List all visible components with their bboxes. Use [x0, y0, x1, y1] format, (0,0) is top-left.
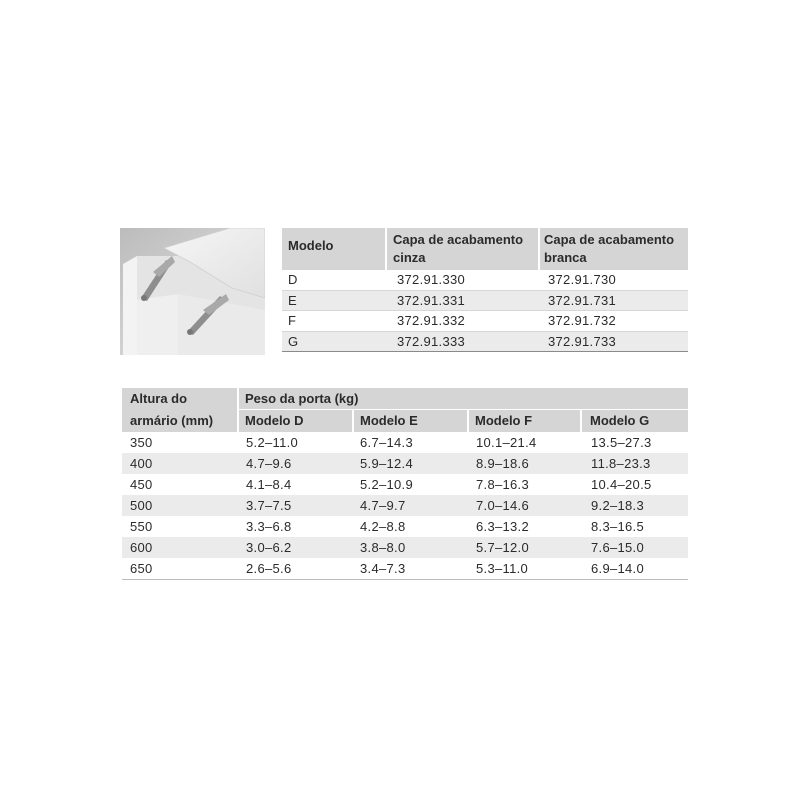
cell-modelo-d: 5.2–11.0 — [246, 435, 299, 450]
table-row — [122, 495, 688, 516]
cell-modelo-g: 8.3–16.5 — [591, 519, 645, 534]
cell-modelo-d: 3.7–7.5 — [246, 498, 292, 513]
table-row — [122, 474, 688, 495]
cell-capa-cinza: 372.91.333 — [397, 333, 466, 349]
header-modelo-g: Modelo G — [580, 410, 688, 432]
cell-modelo-f: 5.3–11.0 — [476, 561, 529, 576]
cell-altura: 550 — [130, 519, 153, 534]
cell-altura: 600 — [130, 540, 153, 555]
cell-altura: 350 — [130, 435, 153, 450]
cell-modelo-e: 3.4–7.3 — [360, 561, 406, 576]
cell-modelo-f: 5.7–12.0 — [476, 540, 530, 555]
cell-modelo-g: 9.2–18.3 — [591, 498, 645, 513]
weight-table-body — [122, 432, 688, 580]
cell-modelo: E — [288, 292, 297, 308]
table-row — [282, 291, 688, 312]
header-peso-porta: Peso da porta (kg) — [237, 388, 688, 410]
cell-modelo-d: 4.1–8.4 — [246, 477, 292, 492]
cell-modelo: D — [288, 272, 298, 287]
cell-modelo: F — [288, 313, 297, 328]
cell-modelo-e: 4.7–9.7 — [360, 498, 406, 513]
header-capa-cinza: Capa de acabamento cinza — [385, 228, 538, 270]
cell-altura: 400 — [130, 456, 153, 471]
header-modelo-f: Modelo F — [467, 410, 580, 432]
cell-altura: 650 — [130, 561, 153, 576]
cell-modelo: G — [288, 333, 299, 349]
model-table-body — [282, 270, 688, 352]
cell-modelo-d: 4.7–9.6 — [246, 456, 292, 471]
cell-capa-branca: 372.91.731 — [548, 292, 617, 308]
model-table-header — [282, 228, 688, 270]
header-modelo-e: Modelo E — [352, 410, 467, 432]
cell-modelo-d: 3.3–6.8 — [246, 519, 292, 534]
cell-modelo-e: 5.9–12.4 — [360, 456, 414, 471]
table-row — [282, 311, 688, 332]
model-table — [282, 228, 688, 352]
cell-altura: 450 — [130, 477, 153, 492]
cabinet-lower-left — [137, 294, 178, 355]
cell-modelo-g: 6.9–14.0 — [591, 561, 645, 576]
cell-modelo-g: 7.6–15.0 — [591, 540, 645, 555]
product-photo — [120, 228, 265, 355]
cell-modelo-f: 8.9–18.6 — [476, 456, 530, 471]
cell-modelo-f: 7.0–14.6 — [476, 498, 530, 513]
table-row — [122, 516, 688, 537]
cell-capa-branca: 372.91.732 — [548, 313, 617, 328]
table-row — [122, 537, 688, 558]
cell-modelo-e: 6.7–14.3 — [360, 435, 414, 450]
header-modelo: Modelo — [282, 228, 385, 270]
table-row — [122, 453, 688, 474]
header-altura-armario: Altura do armário (mm) — [122, 388, 237, 432]
cell-modelo-d: 3.0–6.2 — [246, 540, 292, 555]
cell-modelo-f: 7.8–16.3 — [476, 477, 530, 492]
weight-table-header — [122, 388, 688, 432]
weight-table — [122, 388, 688, 580]
cell-altura: 500 — [130, 498, 153, 513]
cell-modelo-g: 13.5–27.3 — [591, 435, 652, 450]
cell-modelo-g: 10.4–20.5 — [591, 477, 652, 492]
cell-modelo-f: 10.1–21.4 — [476, 435, 537, 450]
table-row — [122, 558, 688, 580]
header-capa-branca: Capa de acabamento branca — [538, 228, 688, 270]
cell-capa-branca: 372.91.730 — [548, 272, 617, 287]
cabinet-side-panel — [123, 256, 137, 355]
table-row — [122, 432, 688, 453]
cell-modelo-e: 4.2–8.8 — [360, 519, 406, 534]
cell-capa-cinza: 372.91.330 — [397, 272, 466, 287]
cell-capa-branca: 372.91.733 — [548, 333, 617, 349]
cell-modelo-d: 2.6–5.6 — [246, 561, 292, 576]
cell-modelo-f: 6.3–13.2 — [476, 519, 530, 534]
cell-modelo-e: 5.2–10.9 — [360, 477, 414, 492]
table-row — [282, 332, 688, 353]
header-modelo-d: Modelo D — [237, 410, 352, 432]
table-row — [282, 270, 688, 291]
cell-modelo-g: 11.8–23.3 — [591, 456, 651, 471]
cell-modelo-e: 3.8–8.0 — [360, 540, 406, 555]
cell-capa-cinza: 372.91.332 — [397, 313, 466, 328]
cell-capa-cinza: 372.91.331 — [397, 292, 466, 308]
